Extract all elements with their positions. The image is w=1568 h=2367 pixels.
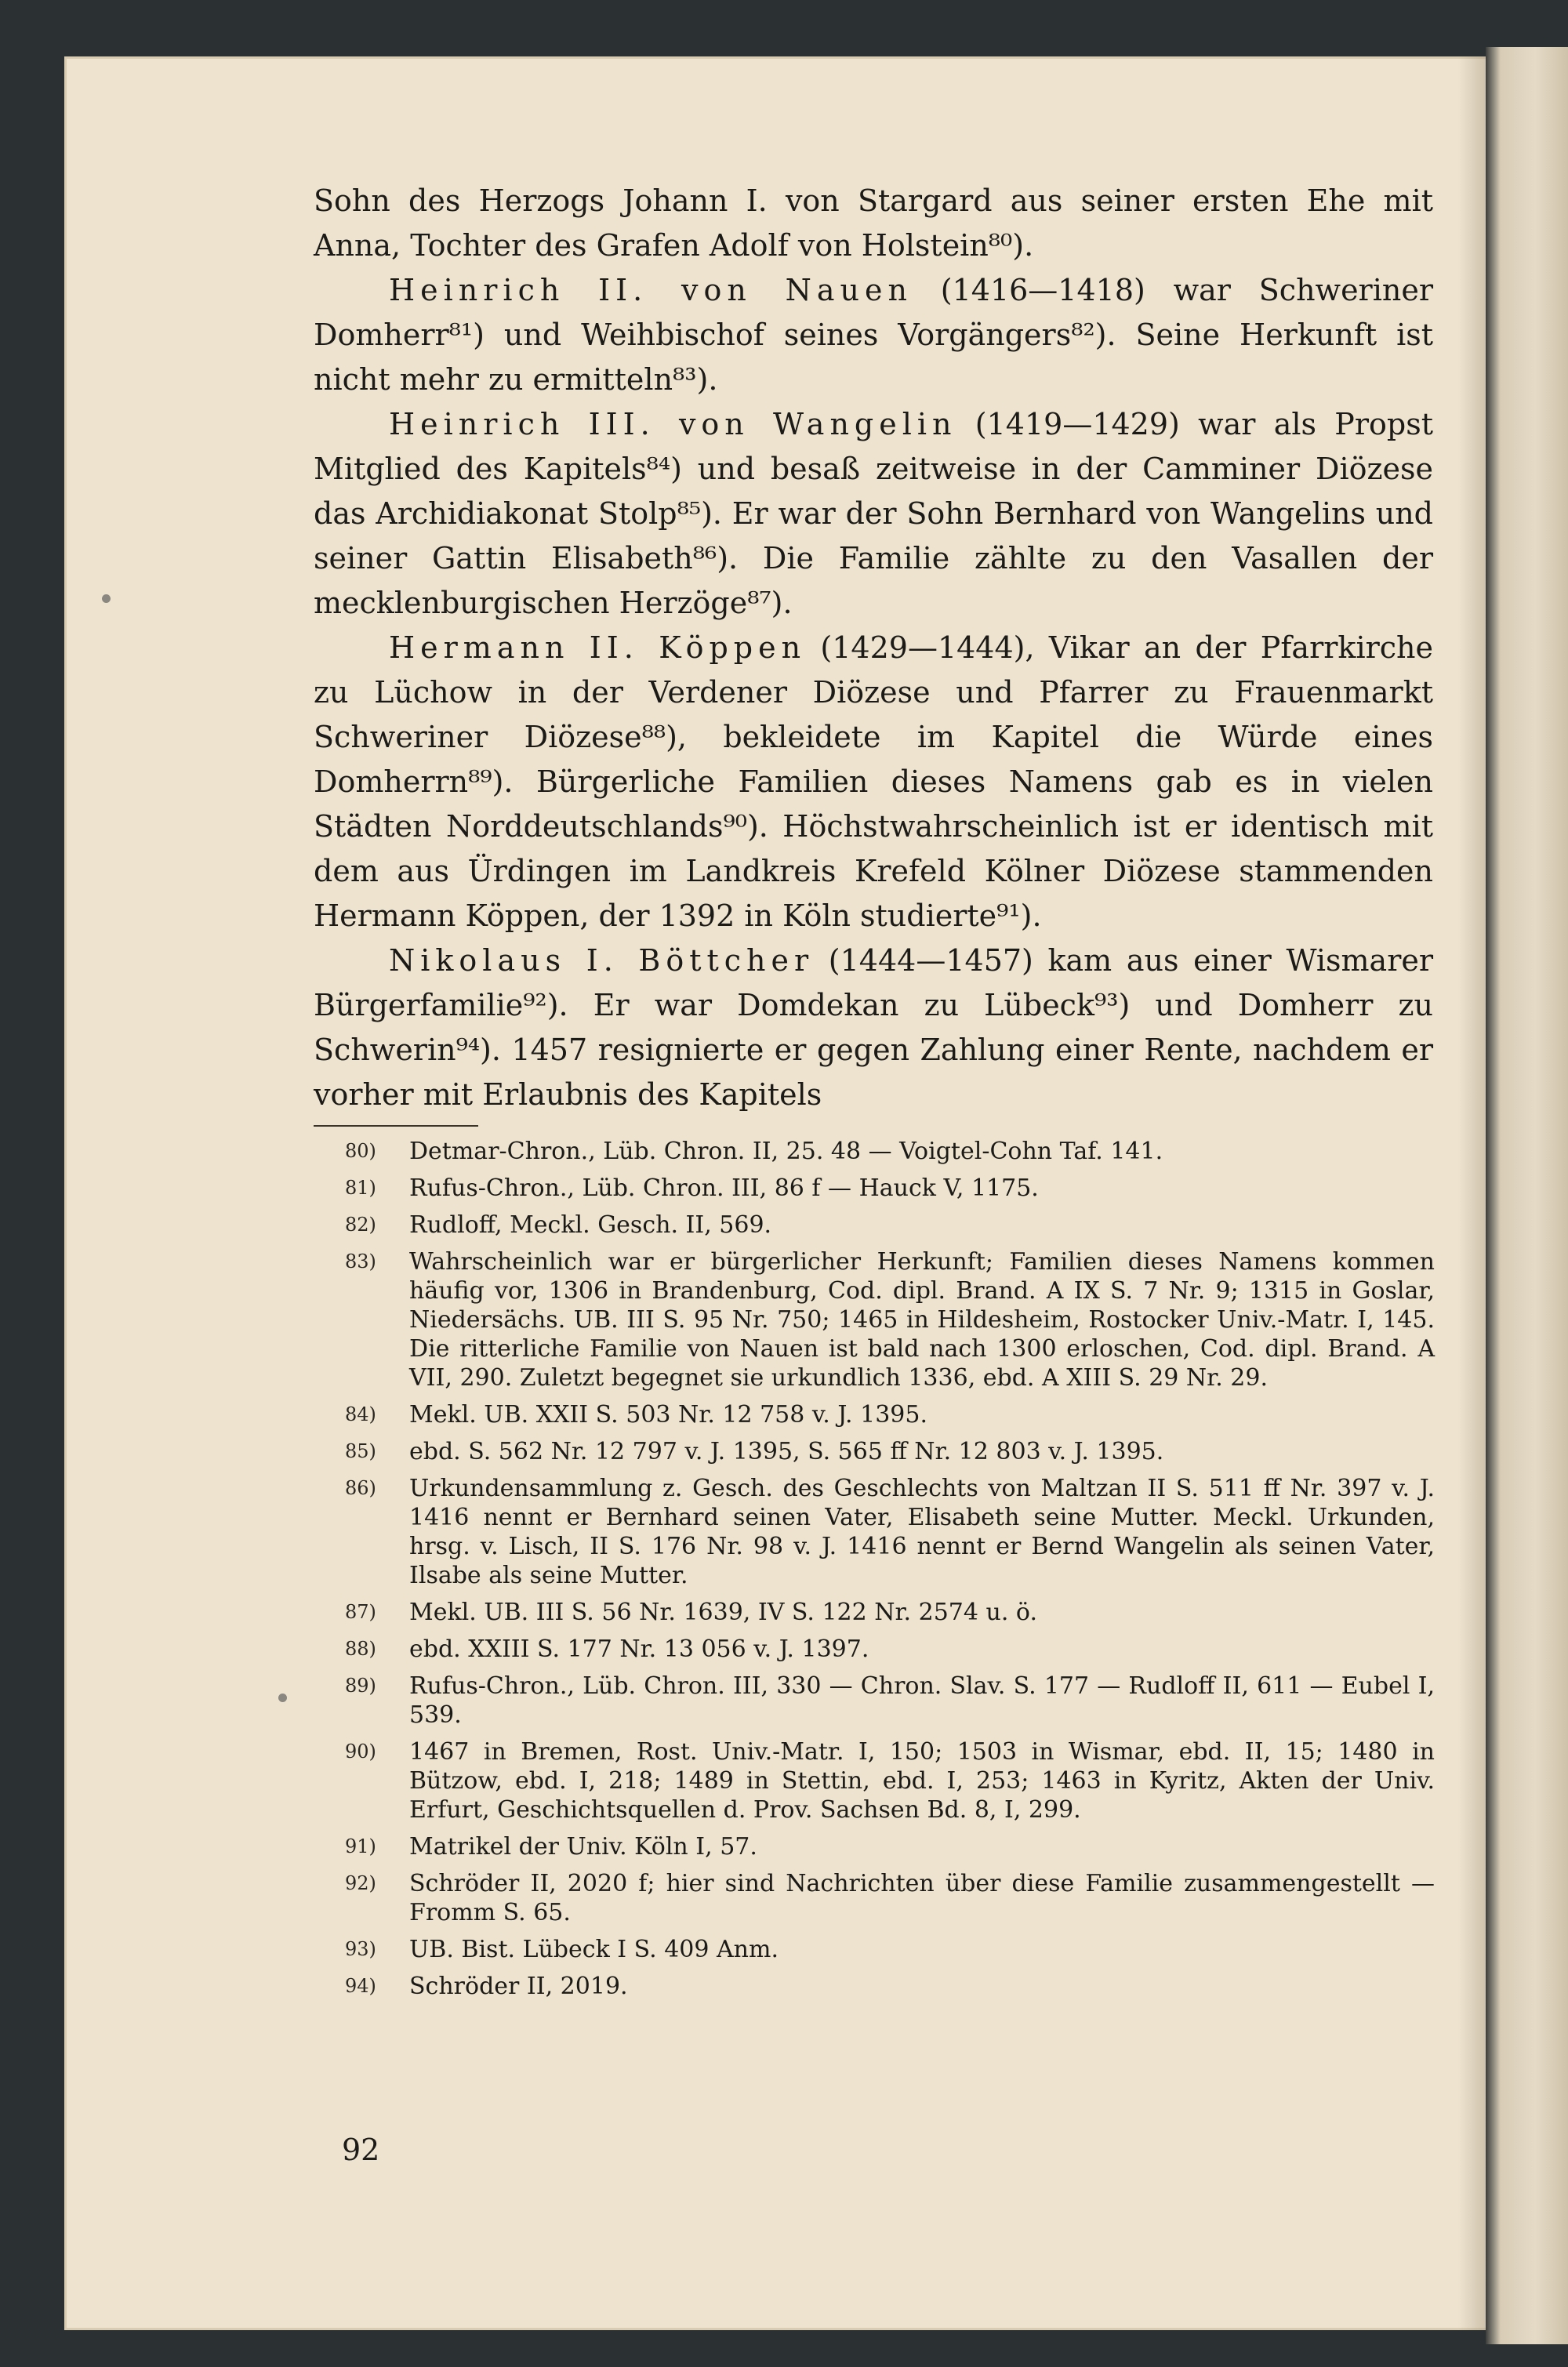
paragraph-text: (1419—1429) war als Propst Mitglied des Kapitels⁸⁴) und besaß zeitweise in der Camminer Diözese das Archidiakonat Stolp⁸⁵). Er war der Sohn Bernhard von Wangelins und seiner Gattin Elisabeth⁸⁶). Die Familie zählte zu den Vasallen der mecklenburgischen Herzöge⁸⁷).: [314, 407, 1433, 620]
page-gutter-shadow: [1458, 56, 1490, 2330]
footnote-number: 82): [345, 1214, 376, 1236]
footnote: [345, 1672, 1435, 1730]
paragraph: [314, 268, 1433, 402]
paragraph-text: (1444—1457) kam aus einer Wismarer Bürgerfamilie⁹²). Er war Domdekan zu Lübeck⁹³) und Domherr zu Schwerin⁹⁴). 1457 resignierte er gegen Zahlung einer Rente, nachdem er vorher mit Erlaubnis des Kapitels: [314, 943, 1434, 1112]
paragraph-text: Sohn des Herzogs Johann I. von Stargard aus seiner ersten Ehe mit Anna, Tochter des Grafen Adolf von Holstein⁸⁰).: [314, 183, 1433, 263]
footnote-number: 94): [345, 1975, 376, 1997]
paragraph-lead-name: Nikolaus I. Böttcher: [389, 943, 815, 978]
footnote-number: 83): [345, 1251, 376, 1272]
footnote: [345, 1437, 1435, 1466]
paragraph-lead-name: Heinrich III. von Wangelin: [389, 407, 957, 441]
footnote: [345, 1972, 1435, 2001]
footnote-text: Urkundensammlung z. Gesch. des Geschlechts von Maltzan II S. 511 ff Nr. 397 v. J. 1416 nennt er Bernhard seinen Vater, Elisabeth seine Mutter. Meckl. Urkunden, hrsg. v. Lisch, II S. 176 Nr. 98 v. J. 1416 nennt er Bernd Wangelin als seinen Vater, Ilsabe als seine Mutter.: [409, 1475, 1435, 1589]
paragraph-text: (1416—1418) war Schweriner Domherr⁸¹) und Weihbischof seines Vorgängers⁸²). Seine Herkunft ist nicht mehr zu ermitteln⁸³).: [314, 273, 1433, 397]
footnote-text: Wahrscheinlich war er bürgerlicher Herkunft; Familien dieses Namens kommen häufig vor, 1306 in Brandenburg, Cod. dipl. Brand. A IX S. 7 Nr. 9; 1315 in Goslar, Niedersächs. UB. III S. 95 Nr. 750; 1465 in Hildesheim, Rostocker Univ.-Matr. I, 145. Die ritterliche Familie von Nauen ist bald nach 1300 erloschen, Cod. dipl. Brand. A VII, 290. Zuletzt begegnet sie urkundlich 1336, ebd. A XIII S. 29 Nr. 29.: [409, 1248, 1435, 1392]
footnote-text: Rufus-Chron., Lüb. Chron. III, 330 — Chron. Slav. S. 177 — Rudloff II, 611 — Eubel I, 539.: [409, 1672, 1435, 1729]
footnote-text: Schröder II, 2019.: [409, 1973, 628, 2000]
paragraph-text: (1429—1444), Vikar an der Pfarrkirche zu Lüchow in der Verdener Diözese und Pfarrer zu Frauenmarkt Schweriner Diözese⁸⁸), bekleidete im Kapitel die Würde eines Domherrn⁸⁹). Bürgerliche Familien dieses Namens gab es in vielen Städten Norddeutschlands⁹⁰). Höchstwahrscheinlich ist er identisch mit dem aus Ürdingen im Landkreis Krefeld Kölner Diözese stammenden Hermann Köppen, der 1392 in Köln studierte⁹¹).: [314, 630, 1434, 933]
page-number: 92: [342, 2133, 380, 2167]
footnote-number: 81): [345, 1177, 376, 1199]
footnote: [345, 1211, 1435, 1240]
footnote: [345, 1137, 1435, 1166]
footnote-number: 89): [345, 1675, 376, 1697]
footnote-number: 93): [345, 1938, 376, 1960]
footnote-text: Detmar-Chron., Lüb. Chron. II, 25. 48 — Voigtel-Cohn Taf. 141.: [409, 1138, 1163, 1165]
footnote-number: 80): [345, 1140, 376, 1162]
footnote: [345, 1935, 1435, 1964]
footnote-text: 1467 in Bremen, Rost. Univ.-Matr. I, 150; 1503 in Wismar, ebd. II, 15; 1480 in Bützow, ebd. I, 218; 1489 in Stettin, ebd. I, 253; 1463 in Kyritz, Akten der Univ. Erfurt, Geschichtsquellen d. Prov. Sachsen Bd. 8, I, 299.: [409, 1738, 1435, 1824]
paragraph: [314, 938, 1433, 1117]
paragraph: [314, 402, 1433, 626]
footnote-number: 85): [345, 1440, 376, 1462]
footnote-separator: [314, 1125, 478, 1127]
footnote: [345, 1635, 1435, 1664]
paragraph: [314, 179, 1433, 268]
footnote-number: 91): [345, 1835, 376, 1857]
footnote-number: 92): [345, 1872, 376, 1894]
footnote: [345, 1400, 1435, 1429]
footnote-text: ebd. XXIII S. 177 Nr. 13 056 v. J. 1397.: [409, 1635, 869, 1663]
footnote-number: 87): [345, 1601, 376, 1623]
paragraph-lead-name: Hermann II. Köppen: [389, 630, 807, 665]
footnote-number: 86): [345, 1477, 376, 1499]
footnote: [345, 1869, 1435, 1927]
footnote-number: 88): [345, 1638, 376, 1660]
footnote-text: Rudloff, Meckl. Gesch. II, 569.: [409, 1211, 772, 1239]
paragraph-lead-name: Heinrich II. von Nauen: [389, 273, 913, 307]
footnote-number: 84): [345, 1403, 376, 1425]
margin-mark: [278, 1694, 287, 1702]
footnote: [345, 1737, 1435, 1824]
body-text: [314, 179, 1433, 1117]
paragraph: [314, 626, 1433, 938]
footnote: [345, 1247, 1435, 1392]
footnote-text: Rufus-Chron., Lüb. Chron. III, 86 f — Hauck V, 1175.: [409, 1174, 1039, 1202]
footnote: [345, 1174, 1435, 1203]
footnote-text: ebd. S. 562 Nr. 12 797 v. J. 1395, S. 565 ff Nr. 12 803 v. J. 1395.: [409, 1438, 1164, 1465]
footnote-number: 90): [345, 1741, 376, 1763]
footnote-text: Schröder II, 2020 f; hier sind Nachrichten über diese Familie zusammengestellt — Fromm S. 65.: [409, 1870, 1435, 1926]
footnote-text: Matrikel der Univ. Köln I, 57.: [409, 1833, 757, 1861]
footnotes: [345, 1137, 1435, 2009]
footnote-text: Mekl. UB. III S. 56 Nr. 1639, IV S. 122 Nr. 2574 u. ö.: [409, 1599, 1037, 1626]
footnote: [345, 1832, 1435, 1861]
facing-page-edge: [1486, 47, 1568, 2344]
footnote-text: Mekl. UB. XXII S. 503 Nr. 12 758 v. J. 1395.: [409, 1401, 928, 1429]
margin-mark: [102, 594, 111, 603]
footnote: [345, 1474, 1435, 1590]
footnote: [345, 1598, 1435, 1627]
footnote-text: UB. Bist. Lübeck I S. 409 Anm.: [409, 1936, 779, 1963]
